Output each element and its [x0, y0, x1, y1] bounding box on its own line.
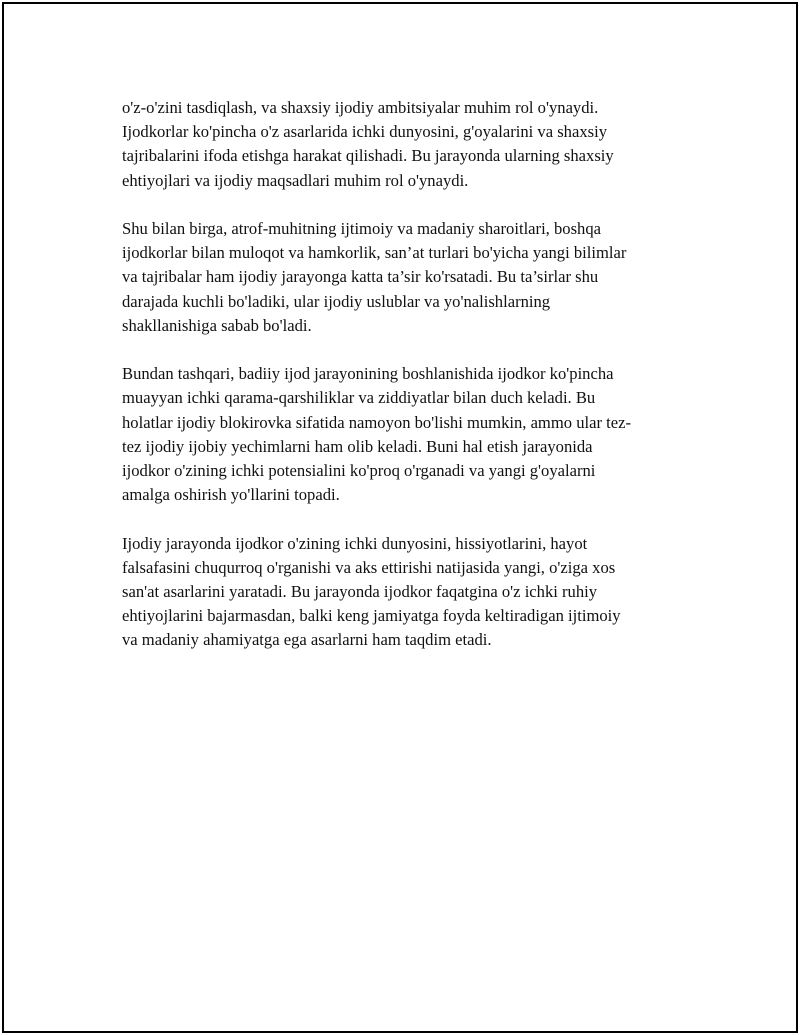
text-line: va madaniy ahamiyatga ega asarlarni ham taqdim etadi. [122, 630, 492, 650]
text-line: holatlar ijodiy blokirovka sifatida namoyon bo'lishi mumkin, ammo ular tez- [122, 412, 632, 432]
text-line: Bundan tashqari, badiiy ijod jarayonining boshlanishida ijodkor ko'pincha [122, 364, 614, 384]
text-line: tez ijodiy ijobiy yechimlarni ham olib keladi. Buni hal etish jarayonida [122, 436, 593, 456]
text-line: shakllanishiga sabab bo'ladi. [122, 315, 312, 335]
text-line: falsafasini chuqurroq o'rganishi va aks ettirishi natijasida yangi, o'ziga xos [122, 557, 616, 577]
text-line: ehtiyojlari va ijodiy maqsadlari muhim rol o'ynaydi. [122, 170, 469, 190]
text-line: Shu bilan birga, atrof-muhitning ijtimoiy va madaniy sharoitlari, boshqa [122, 219, 601, 238]
paragraph-1 [122, 96, 692, 193]
text-line: ehtiyojlarini bajarmasdan, balki keng jamiyatga foyda keltiradigan ijtimoiy [122, 606, 621, 626]
text-line: darajada kuchli bo'ladiki, ular ijodiy uslublar va yo'nalishlarning [122, 291, 551, 311]
text-line: tajribalarini ifoda etishga harakat qilishadi. Bu jarayonda ularning shaxsiy [122, 146, 614, 166]
text-line: ijodkorlar bilan muloqot va hamkorlik, san’at turlari bo'yicha yangi bilimlar [122, 243, 627, 263]
text-line: va tajribalar ham ijodiy jarayonga katta ta’sir ko'rsatadi. Bu ta’sirlar shu [122, 267, 599, 287]
page-frame [2, 2, 798, 1033]
paragraph-2 [122, 217, 692, 338]
paragraph-4 [122, 532, 692, 653]
document-body [122, 96, 692, 677]
text-line: san'at asarlarini yaratadi. Bu jarayonda ijodkor faqatgina o'z ichki ruhiy [122, 582, 598, 602]
text-line: o'z-o'zini tasdiqlash, va shaxsiy ijodiy ambitsiyalar muhim rol o'ynaydi. [122, 98, 599, 117]
text-line: muayyan ichki qarama-qarshiliklar va ziddiyatlar bilan duch keladi. Bu [122, 388, 596, 408]
text-line: ijodkor o'zining ichki potensialini ko'proq o'rganadi va yangi g'oyalarni [122, 461, 596, 481]
text-line: Ijodiy jarayonda ijodkor o'zining ichki dunyosini, hissiyotlarini, hayot [122, 533, 588, 553]
text-line: Ijodkorlar ko'pincha o'z asarlarida ichki dunyosini, g'oyalarini va shaxsiy [122, 122, 607, 142]
paragraph-3 [122, 362, 692, 507]
text-line: amalga oshirish yo'llarini topadi. [122, 485, 340, 505]
